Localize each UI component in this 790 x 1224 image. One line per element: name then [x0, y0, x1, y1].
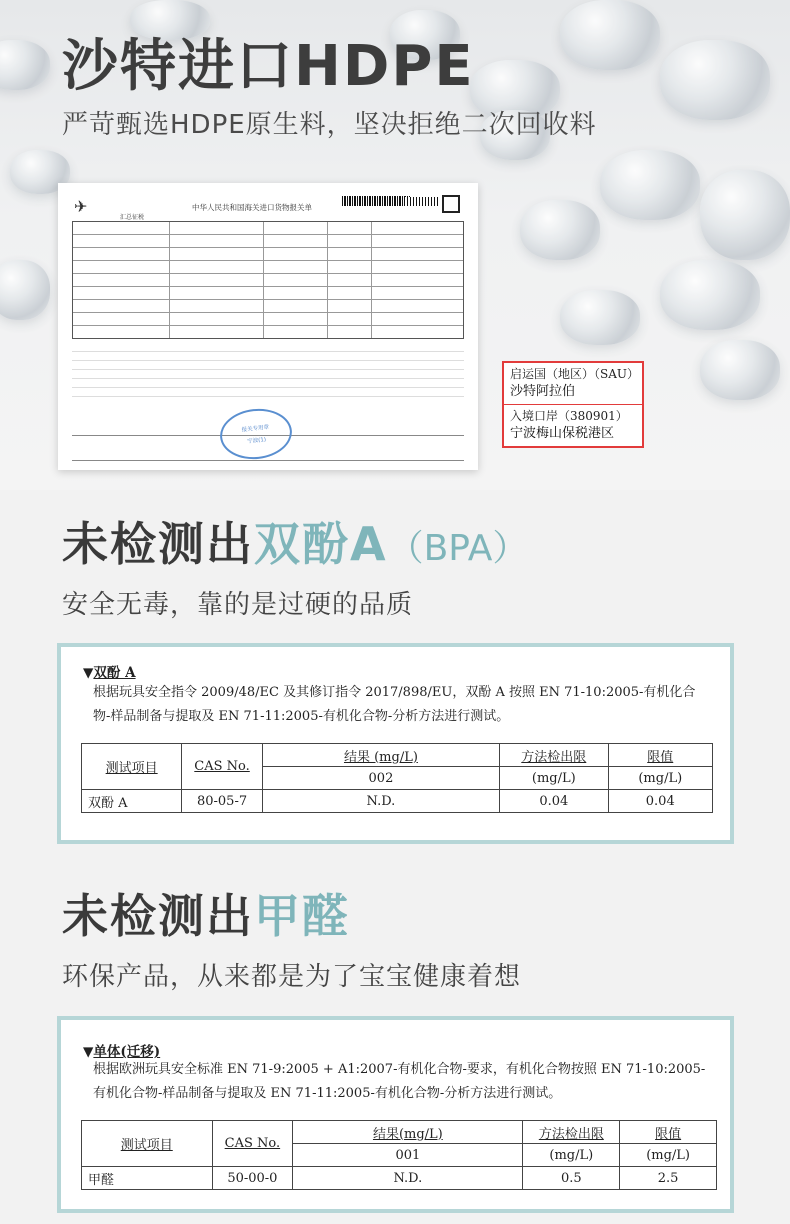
triangle-icon: ▼ — [83, 1044, 94, 1060]
hero-banner — [0, 0, 790, 490]
pellet-image — [0, 260, 50, 320]
hero-title: 沙特进口HDPE — [62, 34, 475, 99]
barcode-icon — [404, 197, 440, 206]
report-heading-label: 双酚 A — [93, 665, 136, 681]
table-header-row — [82, 1121, 717, 1144]
barcode-icon — [342, 196, 410, 206]
bpa-section-subtitle: 安全无毒，靠的是过硬的品质 — [62, 590, 414, 620]
customs-declaration-image — [58, 183, 478, 470]
pellet-image — [700, 170, 790, 260]
header-item: 测试项目 — [82, 744, 182, 790]
header-limit: 限值 — [620, 1121, 717, 1144]
report-heading — [83, 661, 136, 681]
cell-mdl: 0.5 — [523, 1167, 620, 1190]
header-limit-unit: (mg/L) — [608, 767, 713, 790]
header-mdl-unit: (mg/L) — [500, 767, 608, 790]
header-mdl: 方法检出限 — [523, 1121, 620, 1144]
qr-code-icon — [442, 195, 460, 213]
header-cas: CAS No. — [212, 1121, 293, 1167]
bpa-test-report — [57, 643, 734, 844]
pellet-image — [560, 290, 640, 345]
table-header-row — [82, 744, 713, 767]
report-text: 根据欧洲玩具安全标准 EN 71-9:2005 + A1:2007-有机化合物-要求，有机化合物按照 EN 71-10:2005-有机化合物-样品制备与提取及 EN 71-11:2005-有机化合物-分析方法进行测试。 — [93, 1062, 706, 1101]
pellet-image — [560, 0, 660, 70]
pellet-image — [0, 40, 50, 90]
cell-item: 双酚 A — [82, 790, 182, 813]
declaration-goods-lines — [72, 343, 464, 403]
header-cas: CAS No. — [182, 744, 263, 790]
triangle-icon: ▼ — [83, 665, 94, 681]
header-result-id: 002 — [262, 767, 499, 790]
declaration-form-grid — [72, 221, 464, 339]
cell-cas: 80-05-7 — [182, 790, 263, 813]
cell-cas: 50-00-0 — [212, 1167, 293, 1190]
header-result: 结果(mg/L) — [293, 1121, 523, 1144]
title-plain: 未检测出 — [62, 889, 254, 943]
callout-port — [504, 404, 642, 446]
formaldehyde-test-report — [57, 1016, 734, 1213]
bpa-section-title — [62, 516, 528, 577]
pellet-image — [660, 260, 760, 330]
header-mdl-unit: (mg/L) — [523, 1144, 620, 1167]
pellet-image — [700, 340, 780, 400]
pellet-image — [600, 150, 700, 220]
stamp-line: 报关专用章 — [241, 424, 270, 434]
cell-mdl: 0.04 — [500, 790, 608, 813]
header-result: 结果 (mg/L) — [262, 744, 499, 767]
header-item: 测试项目 — [82, 1121, 213, 1167]
header-limit-unit: (mg/L) — [620, 1144, 717, 1167]
cell-result: N.D. — [262, 790, 499, 813]
title-highlight: 双酚A — [254, 517, 388, 571]
report-heading — [83, 1040, 160, 1060]
report-table — [81, 743, 713, 813]
stamp-line: 宁波(1) — [247, 436, 267, 445]
cell-result: N.D. — [293, 1167, 523, 1190]
origin-callout — [502, 361, 644, 448]
port-value: 宁波梅山保税港区 — [510, 426, 615, 441]
report-heading-label: 单体(迁移) — [93, 1044, 161, 1060]
cell-limit: 2.5 — [620, 1167, 717, 1190]
origin-value: 沙特阿拉伯 — [510, 384, 576, 399]
table-row — [82, 790, 713, 813]
header-limit: 限值 — [608, 744, 713, 767]
hero-subtitle: 严苛甄选HDPE原生料，坚决拒绝二次回收料 — [62, 110, 597, 140]
declaration-title: 中华人民共和国海关进口货物报关单 — [192, 203, 312, 212]
cell-item: 甲醛 — [82, 1167, 213, 1190]
header-result-id: 001 — [293, 1144, 523, 1167]
report-table — [81, 1120, 717, 1190]
callout-origin — [504, 363, 642, 404]
origin-label: 启运国（地区）（SAU） — [510, 367, 640, 381]
customs-emblem-icon: ✈ — [74, 197, 88, 216]
title-plain: 未检测出 — [62, 517, 254, 571]
formaldehyde-section-title — [62, 888, 350, 944]
pellet-image — [660, 40, 770, 120]
title-paren: （BPA） — [387, 528, 529, 569]
cell-limit: 0.04 — [608, 790, 713, 813]
title-highlight: 甲醛 — [254, 889, 350, 943]
table-row — [82, 1167, 717, 1190]
report-text: 根据玩具安全指令 2009/48/EC 及其修订指令 2017/898/EU，双酚 A 按照 EN 71-10:2005-有机化合物-样品制备与提取及 EN 71-11:2005-有机化合物-分析方法进行测试。 — [93, 685, 696, 724]
header-mdl: 方法检出限 — [500, 744, 608, 767]
declaration-department: 汇总征税 — [120, 214, 145, 221]
pellet-image — [520, 200, 600, 260]
port-label: 入境口岸（380901） — [510, 409, 628, 423]
formaldehyde-section-subtitle: 环保产品，从来都是为了宝宝健康着想 — [62, 962, 522, 992]
